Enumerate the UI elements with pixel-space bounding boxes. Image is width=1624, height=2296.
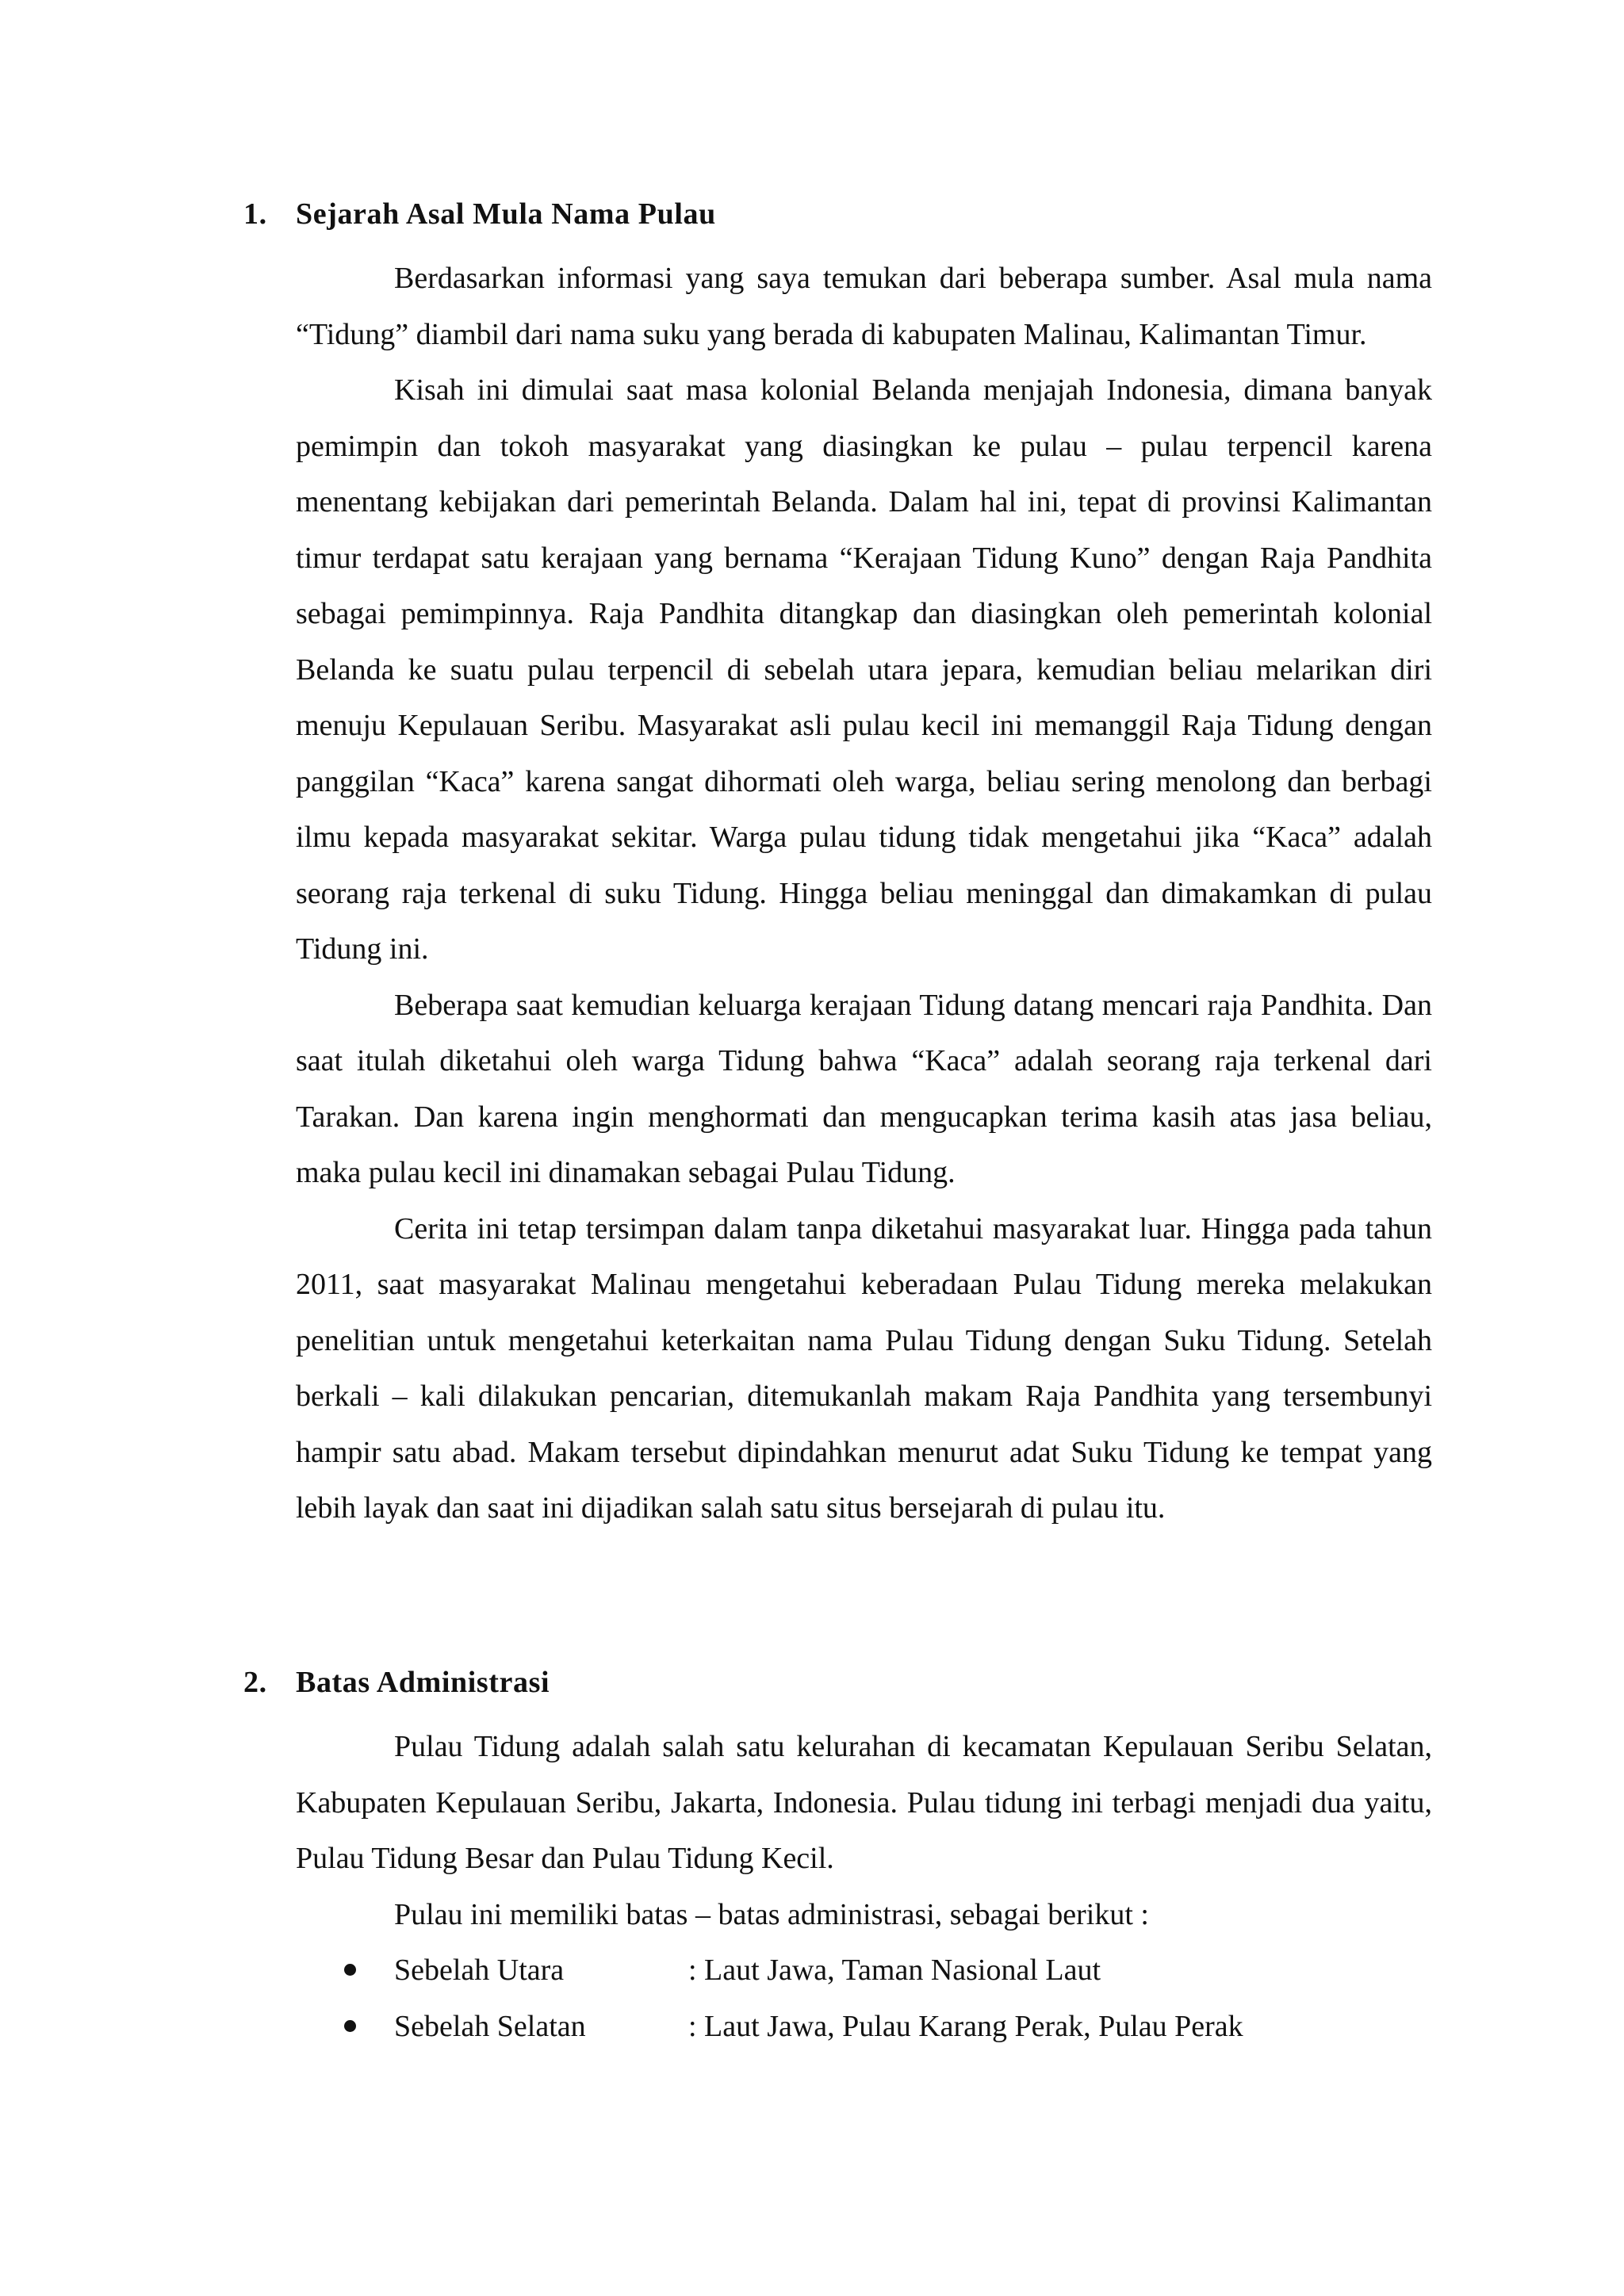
paragraph: Berdasarkan informasi yang saya temukan dari beberapa sumber. Asal mula nama “Tidung” diambil dari nama suku yang berada di kabupaten Malinau, Kalimantan Timur.: [296, 262, 1432, 351]
paragraph: Kisah ini dimulai saat masa kolonial Belanda menjajah Indonesia, dimana banyak pemimpin dan tokoh masyarakat yang diasingkan ke pulau – pulau terpencil karena menentang kebijakan dari pemerintah Belanda. Dalam hal ini, tepat di provinsi Kalimantan timur terdapat satu kerajaan yang bernama “Kerajaan Tidung Kuno” dengan Raja Pandhita sebagai pemimpinnya. Raja Pandhita ditangkap dan diasingkan oleh pemerintah kolonial Belanda ke suatu pulau terpencil di sebelah utara jepara, kemudian beliau melarikan diri menuju Kepulauan Seribu. Masyarakat asli pulau kecil ini memanggil Raja Tidung dengan panggilan “Kaca” karena sangat dihormati oleh warga, beliau sering menolong dan berbagi ilmu kepada masyarakat sekitar. Warga pulau tidung tidak mengetahui jika “Kaca” adalah seorang raja terkenal di suku Tidung. Hingga beliau meninggal dan dimakamkan di pulau Tidung ini.: [296, 373, 1432, 966]
section-heading: [0, 1663, 1624, 1719]
paragraph: Pulau ini memiliki batas – batas administrasi, sebagai berikut :: [394, 1897, 1149, 1931]
section-batas-administrasi: [0, 1663, 1624, 2055]
boundary-value: : Laut Jawa, Pulau Karang Perak, Pulau Perak: [688, 2010, 1243, 2043]
section-title: Batas Administrasi: [296, 1666, 550, 1699]
paragraph: Cerita ini tetap tersimpan dalam tanpa diketahui masyarakat luar. Hingga pada tahun 2011, saat masyarakat Malinau mengetahui keberadaan Pulau Tidung mereka melakukan penelitian untuk mengetahui keterkaitan nama Pulau Tidung dengan Suku Tidung. Setelah berkali – kali dilakukan pencarian, ditemukanlah makam Raja Pandhita yang tersembunyi hampir satu abad. Makam tersebut dipindahkan menurut adat Suku Tidung ke tempat yang lebih layak dan saat ini dijadikan salah satu situs bersejarah di pulau itu.: [296, 1211, 1432, 1525]
section-number: 1.: [243, 197, 267, 231]
boundary-value: : Laut Jawa, Taman Nasional Laut: [688, 1954, 1101, 1987]
bullet-icon: [344, 2020, 356, 2032]
boundary-list: [0, 1942, 1624, 2055]
boundary-direction: Sebelah Utara: [394, 1954, 565, 1987]
list-item: [0, 1942, 1624, 1999]
list-item: [0, 1999, 1624, 2055]
paragraph: Beberapa saat kemudian keluarga kerajaan Tidung datang mencari raja Pandhita. Dan saat itulah diketahui oleh warga Tidung bahwa “Kaca” adalah seorang raja terkenal dari Tarakan. Dan karena ingin menghormati dan mengucapkan terima kasih atas jasa beliau, maka pulau kecil ini dinamakan sebagai Pulau Tidung.: [296, 988, 1432, 1189]
paragraph: Pulau Tidung adalah salah satu kelurahan di kecamatan Kepulauan Seribu Selatan, Kabupaten Kepulauan Seribu, Jakarta, Indonesia. Pulau tidung ini terbagi menjadi dua yaitu, Pulau Tidung Besar dan Pulau Tidung Kecil.: [296, 1730, 1432, 1875]
section-heading: [0, 195, 1624, 251]
section-title: Sejarah Asal Mula Nama Pulau: [296, 197, 716, 231]
section-number: 2.: [243, 1666, 267, 1699]
boundary-direction: Sebelah Selatan: [394, 2010, 586, 2043]
section-sejarah: [0, 195, 1624, 1536]
bullet-icon: [344, 1964, 356, 1976]
